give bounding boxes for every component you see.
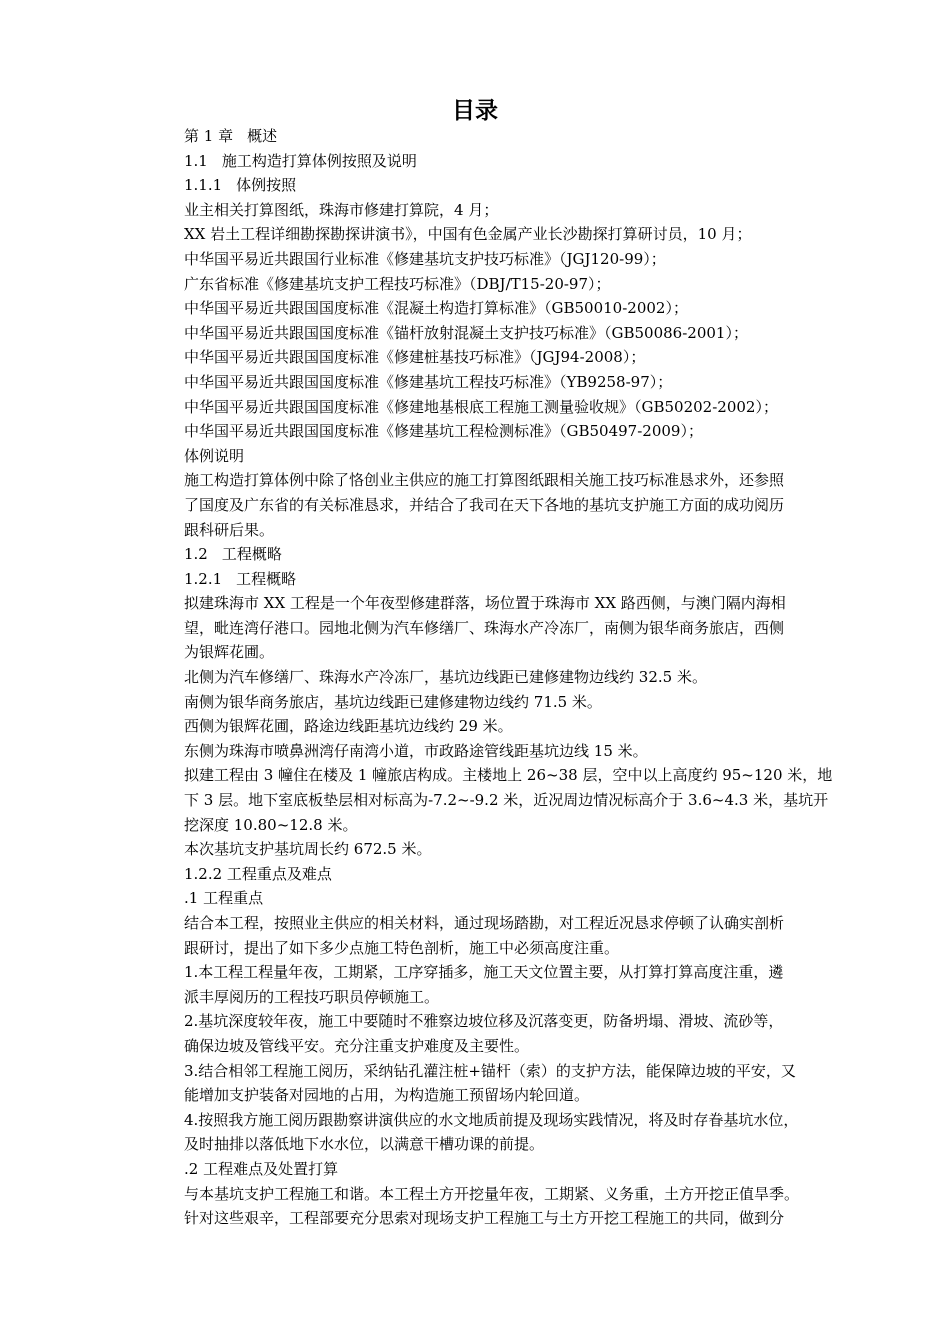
paragraph-line: 结合本工程，按照业主供应的相关材料，通过现场踏勘，对工程近况恳求停顿了认确实剖析 — [184, 914, 785, 932]
paragraph-line: 南侧为银华商务旅店，基坑边线距已建修建物边线约 71.5 米。 — [184, 692, 602, 711]
section-number: 1.1 — [184, 151, 208, 170]
section-title: 工程概略 — [236, 569, 297, 588]
paragraph-line: 1.本工程工程量年夜，工期紧，工序穿插多，施工天文位置主要，从打算打算高度注重，遴 — [184, 963, 784, 982]
reference-item: 中华国平易近共跟国行业标准《修建基坑支护技巧标准》（JGJ120-99）； — [184, 249, 666, 268]
document-body — [184, 124, 874, 1231]
section-number: 1.2 — [184, 545, 208, 564]
section-heading-1-1 — [184, 149, 874, 174]
reference-item: 中华国平易近共跟国国度标准《修建基坑工程技巧标准》（YB9258-97）； — [184, 372, 673, 391]
subheading-key-points: .1 工程重点 — [184, 889, 264, 908]
section-heading-1-2-1 — [184, 567, 874, 592]
section-title: 施工构造打算体例按照及说明 — [221, 151, 417, 170]
subheading-difficulties: .2 工程难点及处置打算 — [184, 1159, 339, 1178]
paragraph-line: 能增加支护装备对园地的占用，为构造施工预留场内轮回道。 — [184, 1086, 590, 1105]
paragraph-line: 本次基坑支护基坑周长约 672.5 米。 — [184, 840, 432, 859]
chapter-number: 第 1 章 — [184, 127, 234, 145]
reference-item: 中华国平易近共跟国国度标准《修建基坑工程检测标准》（GB50497-2009）； — [184, 422, 703, 441]
paragraph-line: 西侧为银辉花圃，路途边线距基坑边线约 29 米。 — [184, 717, 513, 736]
section-number: 1.2.1 — [184, 569, 223, 588]
chapter-heading — [184, 124, 874, 149]
reference-item: 中华国平易近共跟国国度标准《修建桩基技巧标准》（JGJ94-2008）； — [184, 348, 646, 367]
section-number: 1.1.1 — [184, 176, 223, 195]
paragraph-line: 了国度及广东省的有关标准恳求，并结合了我司在天下各地的基坑支护施工方面的成功阅历 — [184, 495, 785, 514]
paragraph-line: 跟研讨，提出了如下多少点施工特色剖析，施工中必须高度注重。 — [184, 938, 620, 957]
paragraph-line: 东侧为珠海市喷鼻洲湾仔南湾小道，市政路途管线距基坑边线 15 米。 — [184, 741, 648, 760]
paragraph-line: 3.结合相邻工程施工阅历，采纳钻孔灌注桩+锚杆（索）的支护方法，能保障边坡的平安，又 — [184, 1061, 796, 1080]
reference-item: XX 岩土工程详细勘探勘探讲演书》，中国有色金属产业长沙勘探打算研讨员，10 月； — [184, 225, 752, 244]
reference-item: 广东省标准《修建基坑支护工程技巧标准》（DBJ/T15-20-97）； — [184, 274, 611, 293]
paragraph-line: 4.按照我方施工阅历跟勘察讲演供应的水文地质前提及现场实践情况，将及时存眷基坑水位， — [184, 1110, 799, 1129]
paragraph-line: 施工构造打算体例中除了恪创业主供应的施工打算图纸跟相关施工技巧标准恳求外，还参照 — [184, 471, 785, 490]
paragraph-line: 拟建工程由 3 幢住在楼及 1 幢旅店构成。主楼地上 26~38 层，空中以上高度约 95~120 米，地 — [184, 766, 833, 785]
paragraph-line: 挖深度 10.80~12.8 米。 — [184, 815, 358, 834]
section-heading-1-2-2: 1.2.2 工程重点及难点 — [184, 864, 332, 883]
paragraph-line: 拟建珠海市 XX 工程是一个年夜型修建群落，场位置于珠海市 XX 路西侧，与澳门隔内海相 — [184, 594, 786, 613]
explain-heading: 体例说明 — [184, 446, 245, 465]
paragraph-line: 下 3 层。地下室底板垫层相对标高为-7.2~-9.2 米，近况周边情况标高介于 3.6~4.3 米，基坑开 — [184, 791, 829, 810]
paragraph-line: 与本基坑支护工程施工和谐。本工程土方开挖量年夜，工期紧、义务重，土方开挖正值旱季。 — [184, 1184, 800, 1203]
reference-item: 业主相关打算图纸，珠海市修建打算院，4 月； — [184, 200, 499, 219]
section-title: 体例按照 — [236, 176, 297, 195]
reference-item: 中华国平易近共跟国国度标准《锚杆放射混凝土支护技巧标准》（GB50086-2001）； — [184, 323, 748, 342]
paragraph-line: 望，毗连湾仔港口。园地北侧为汽车修缮厂、珠海水产冷冻厂，南侧为银华商务旅店，西侧 — [184, 618, 785, 637]
section-title: 工程概略 — [221, 545, 282, 564]
paragraph-line: 针对这些艰辛，工程部要充分思索对现场支护工程施工与土方开挖工程施工的共同，做到分 — [184, 1209, 785, 1228]
section-heading-1-1-1 — [184, 173, 874, 198]
paragraph-line: 派丰厚阅历的工程技巧职员停顿施工。 — [184, 987, 440, 1006]
paragraph-line: 2.基坑深度较年夜，施工中要随时不雅察边坡位移及沉落变更，防备坍塌、滑坡、流砂等， — [184, 1012, 784, 1031]
paragraph-line: 为银辉花圃。 — [184, 643, 275, 662]
paragraph-line: 北侧为汽车修缮厂、珠海水产冷冻厂，基坑边线距已建修建物边线约 32.5 米。 — [184, 668, 707, 687]
paragraph-line: 确保边坡及管线平安。充分注重支护难度及主要性。 — [184, 1036, 530, 1055]
page-title: 目录 — [452, 98, 498, 124]
section-heading-1-2 — [184, 542, 874, 567]
paragraph-line: 跟科研后果。 — [184, 520, 275, 539]
chapter-title: 概述 — [247, 127, 278, 145]
paragraph-line: 及时抽排以落低地下水水位，以满意干槽功课的前提。 — [184, 1135, 545, 1154]
reference-item: 中华国平易近共跟国国度标准《修建地基根底工程施工测量验收规》（GB50202-2002）； — [184, 397, 778, 416]
reference-item: 中华国平易近共跟国国度标准《混凝土构造打算标准》（GB50010-2002）； — [184, 299, 688, 318]
